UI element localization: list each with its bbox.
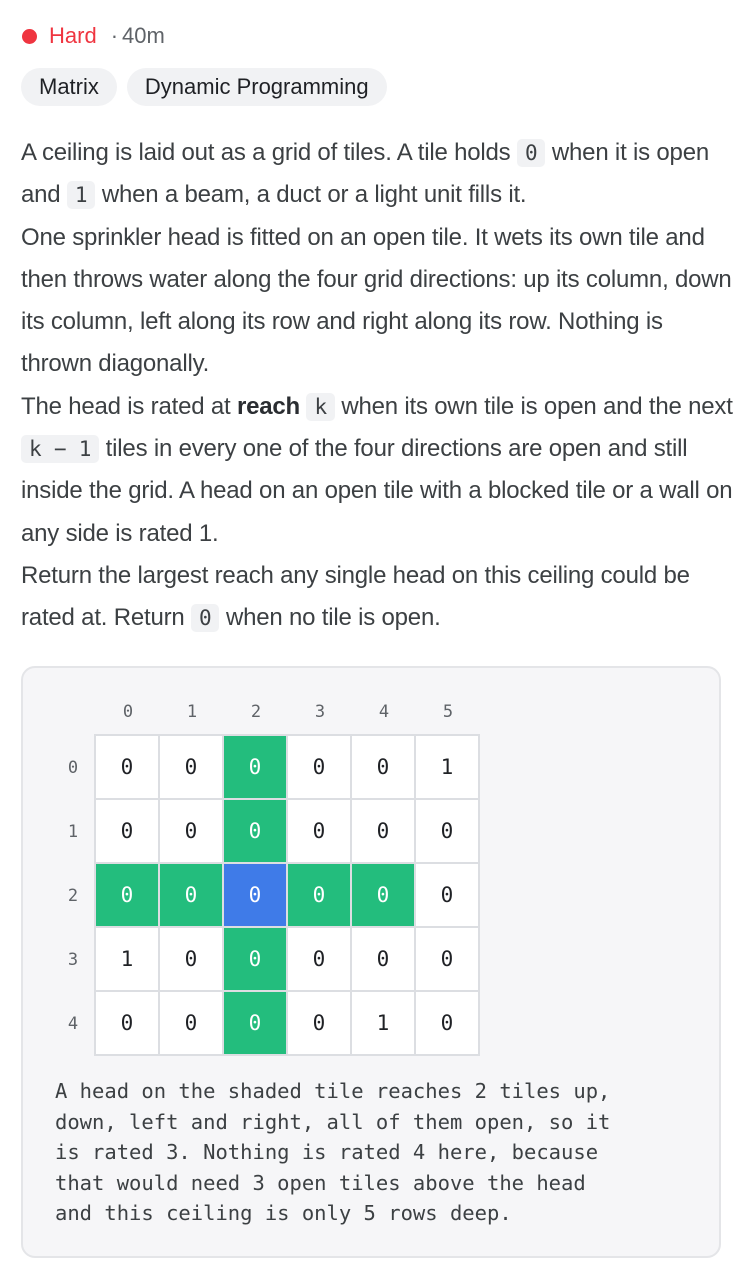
grid-cell: 0 [288, 736, 352, 800]
wetted-cell: 0 [288, 864, 352, 928]
inline-code: 0 [191, 604, 219, 632]
grid-cell: 0 [416, 992, 480, 1056]
description-text: The head is rated at [21, 392, 237, 420]
grid-cell: 0 [416, 800, 480, 864]
grid-cell: 0 [416, 928, 480, 992]
ceiling-grid [94, 734, 480, 1056]
example-caption: A head on the shaded tile reaches 2 tiles up, down, left and right, all of them open, so it is rated 3. Nothing is rated 4 here, because that would need 3 open tiles above the head and this ceiling is only 5 rows deep. [55, 1079, 611, 1226]
column-label: 4 [378, 702, 390, 722]
description-text: tiles in every one of the four directions are open and still inside the grid. A head on an open tile with a blocked tile or a wall on any side is rated 1. [21, 435, 733, 547]
column-label: 2 [250, 702, 262, 722]
column-label: 1 [186, 702, 198, 722]
row-label: 4 [67, 1014, 79, 1034]
meta-separator: · [110, 23, 119, 48]
description-text: when no tile is open. [219, 604, 441, 632]
grid-cell: 0 [352, 928, 416, 992]
description-text: One sprinkler head is fitted on an open tile. It wets its own tile and then throws water along the four grid directions: up its column, down its column, left along its row and right along its row. Nothing is thrown diagonally. [21, 223, 732, 378]
description-text: when its own tile is open and the next [334, 392, 733, 420]
row-label: 1 [67, 822, 79, 842]
row-label: 0 [67, 758, 79, 778]
problem-description [21, 132, 733, 640]
inline-code: 0 [517, 139, 545, 167]
problem-meta [22, 20, 165, 52]
wetted-cell: 0 [224, 928, 288, 992]
tag-dynamic-programming[interactable]: Dynamic Programming [127, 68, 387, 106]
description-paragraph [21, 555, 733, 640]
wetted-cell: 0 [224, 736, 288, 800]
description-paragraph [21, 386, 733, 555]
row-label: 2 [67, 886, 79, 906]
topic-tags [21, 68, 387, 106]
grid-cell: 0 [160, 992, 224, 1056]
grid-cell: 0 [288, 992, 352, 1056]
wetted-cell: 0 [224, 800, 288, 864]
grid-cell: 1 [416, 736, 480, 800]
description-text: Return the largest reach any single head on this ceiling could be rated at. Return [21, 561, 690, 632]
wetted-cell: 0 [224, 992, 288, 1056]
description-text: when a beam, a duct or a light unit fills it. [95, 181, 527, 209]
grid-cell: 1 [352, 992, 416, 1056]
grid-cell: 0 [160, 736, 224, 800]
tag-matrix[interactable]: Matrix [21, 68, 117, 106]
wetted-cell: 0 [352, 864, 416, 928]
grid-cell: 0 [96, 800, 160, 864]
grid-cell: 0 [160, 800, 224, 864]
description-text: A ceiling is laid out as a grid of tiles. A tile holds [21, 139, 517, 166]
sprinkler-head-cell: 0 [224, 864, 288, 928]
duration-label: 40m [122, 23, 165, 48]
inline-code: k − 1 [21, 435, 99, 463]
grid-cell: 0 [352, 800, 416, 864]
grid-cell: 0 [352, 736, 416, 800]
wetted-cell: 0 [160, 864, 224, 928]
inline-code: 1 [67, 181, 95, 209]
description-text: when it is open and [21, 139, 709, 209]
column-label: 5 [442, 702, 454, 722]
difficulty-dot-icon [22, 29, 37, 44]
description-paragraph [21, 132, 733, 217]
row-label: 3 [67, 950, 79, 970]
grid-cell: 0 [160, 928, 224, 992]
description-paragraph [21, 217, 733, 386]
grid-cell: 0 [288, 928, 352, 992]
column-label: 3 [314, 702, 326, 722]
grid-cell: 1 [96, 928, 160, 992]
inline-code: k [306, 393, 334, 421]
grid-cell: 0 [416, 864, 480, 928]
difficulty-label: Hard [49, 23, 97, 48]
bold-term: reach [236, 392, 300, 420]
wetted-cell: 0 [96, 864, 160, 928]
grid-cell: 0 [96, 736, 160, 800]
grid-cell: 0 [288, 800, 352, 864]
grid-cell: 0 [96, 992, 160, 1056]
column-label: 0 [122, 702, 134, 722]
